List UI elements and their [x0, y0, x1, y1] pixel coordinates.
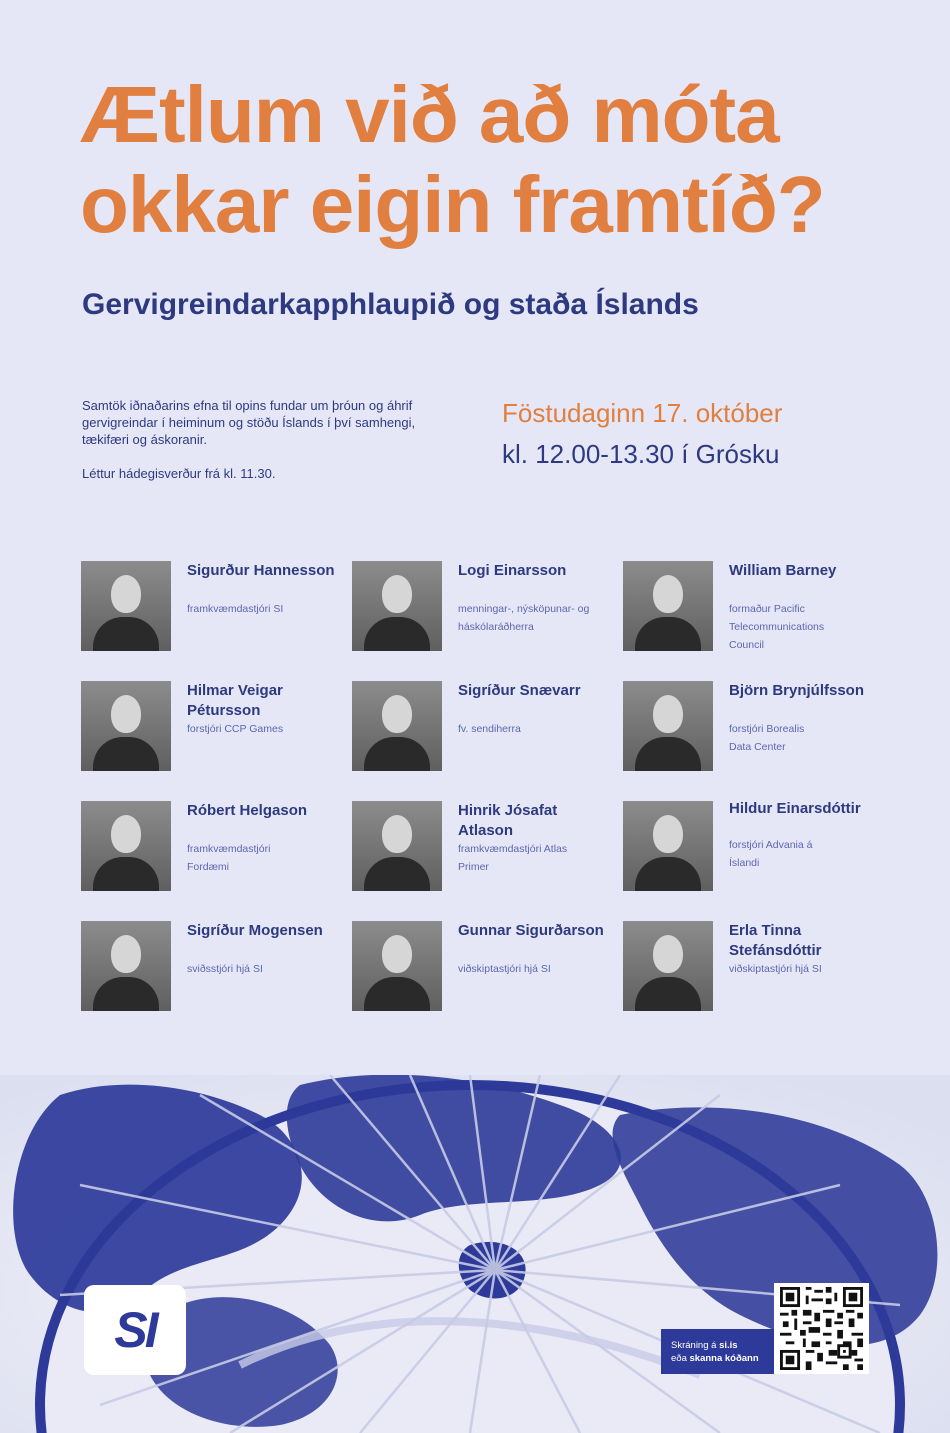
intro-paragraph: Samtök iðnaðarins efna til opins fundar um þróun og áhrif gervigreindar í heiminum og stöðu Íslands í því samhengi, tækifæri og áskoranir.	[82, 398, 416, 447]
headline	[80, 70, 900, 250]
speaker-name: Sigríður Mogensen	[187, 922, 323, 939]
speaker-role: formaður Pacific Telecommunications Council	[729, 603, 825, 651]
event-date: Föstudaginn 17. október	[502, 398, 783, 428]
registration-line-2: eða skanna kóðann	[671, 1353, 759, 1364]
speaker-card	[623, 681, 883, 773]
registration-link[interactable]: si.is	[719, 1340, 738, 1351]
speaker-card	[352, 681, 612, 773]
speaker-role: framkvæmdastjóri Atlas Primer	[458, 843, 568, 873]
subtitle: Gervigreindarkapphlaupið og staða Íslands	[82, 288, 699, 321]
speaker-role: menningar-, nýsköpunar- og háskólaráðherra	[458, 603, 590, 633]
speaker-photo	[81, 681, 171, 771]
speaker-photo	[352, 921, 442, 1011]
event-details	[502, 393, 902, 475]
speaker-role: forstjóri CCP Games	[187, 723, 284, 735]
speaker-name: Róbert Helgason	[187, 802, 308, 819]
speaker-name: Sigurður Hannesson	[187, 562, 335, 579]
speaker-name: Hilmar Veigar Pétursson	[187, 682, 283, 719]
speaker-name: Hinrik Jósafat Atlason	[458, 802, 558, 839]
speaker-card	[352, 801, 612, 893]
speaker-name: Sigríður Snævarr	[458, 682, 581, 699]
speaker-card	[81, 681, 341, 773]
registration-line-1: Skráning á si.is	[671, 1340, 738, 1351]
speaker-role: framkvæmdastjóri SI	[187, 603, 284, 615]
speaker-role: forstjóri Borealis Data Center	[729, 723, 805, 753]
intro-text	[82, 397, 422, 499]
headline-line-2: okkar eigin framtíð?	[80, 160, 825, 249]
speaker-photo	[623, 921, 713, 1011]
speaker-card	[623, 801, 883, 893]
speaker-photo	[352, 681, 442, 771]
speaker-name: Hildur Einarsdóttir	[729, 800, 861, 817]
registration-box	[661, 1329, 775, 1374]
speaker-photo	[623, 801, 713, 891]
speaker-name: Logi Einarsson	[458, 562, 567, 579]
speaker-role: viðskiptastjóri hjá SI	[729, 963, 822, 975]
speaker-photo	[352, 801, 442, 891]
speaker-role: sviðsstjóri hjá SI	[187, 963, 263, 975]
speaker-card	[81, 561, 341, 653]
speaker-card	[623, 561, 883, 653]
speaker-role: forstjóri Advania á Íslandi	[729, 839, 813, 869]
qr-code-icon	[780, 1287, 863, 1370]
speaker-card	[352, 561, 612, 653]
speaker-card	[352, 921, 612, 1013]
speaker-name: Erla Tinna Stefánsdóttir	[729, 922, 822, 959]
speaker-photo	[623, 681, 713, 771]
speaker-photo	[81, 561, 171, 651]
qr-code[interactable]	[774, 1283, 869, 1374]
speaker-grid	[81, 561, 911, 1021]
speaker-photo	[81, 801, 171, 891]
speaker-card	[623, 921, 883, 1013]
speaker-role: framkvæmdastjóri Fordæmi	[187, 843, 271, 873]
speaker-photo	[81, 921, 171, 1011]
speaker-role: viðskiptastjóri hjá SI	[458, 963, 551, 975]
speaker-name: Gunnar Sigurðarson	[458, 922, 604, 939]
globe-graphic	[0, 1075, 950, 1433]
speaker-card	[81, 801, 341, 893]
speaker-name: William Barney	[729, 562, 837, 579]
globe-illustration	[0, 1075, 950, 1433]
event-time: kl. 12.00-13.30 í Grósku	[502, 439, 780, 469]
speaker-role: fv. sendiherra	[458, 723, 521, 735]
speaker-photo	[623, 561, 713, 651]
headline-line-1: Ætlum við að móta	[80, 70, 779, 159]
lunch-note: Léttur hádegisverður frá kl. 11.30.	[82, 466, 276, 481]
speaker-photo	[352, 561, 442, 651]
speaker-card	[81, 921, 341, 1013]
si-logo: SI	[84, 1285, 186, 1375]
speaker-name: Björn Brynjúlfsson	[729, 682, 865, 699]
